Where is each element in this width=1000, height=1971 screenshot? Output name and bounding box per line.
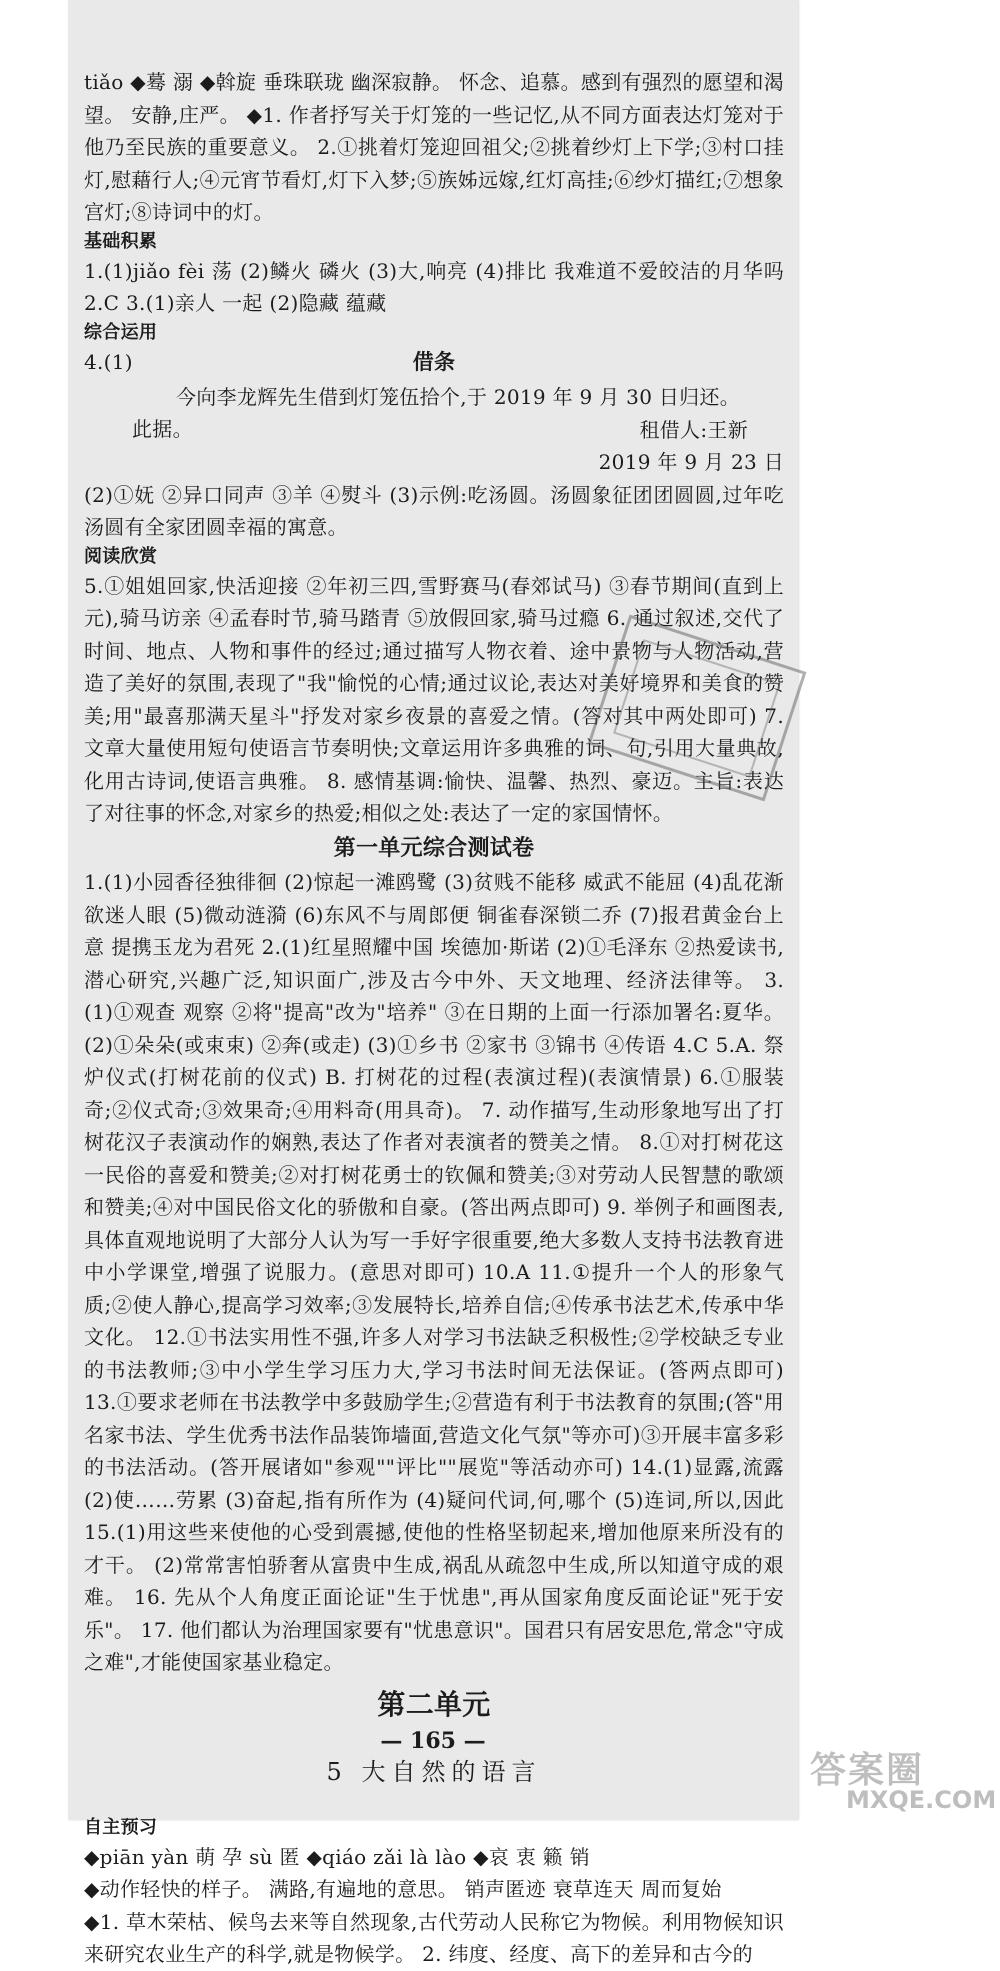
test-title: 第一单元综合测试卷 [333,834,535,861]
section-heading: 自主预习 [84,1816,158,1838]
text-line: 1.(1)jiǎo fèi 荡 (2)鳞火 磷火 (3)大,响亮 (4)排比 我难道不爱皎洁的月华吗 2.C 3.(1)亲人 一起 (2)隐藏 蕴藏 [84,258,784,315]
ink-stamp-inner [613,639,781,778]
text-line: ◆1. 草木荣枯、候鸟去来等自然现象,古代劳动人民称它为物候。利用物候知识来研究农业生产的科学,就是物候学。 2. 纬度、经度、高下的差异和古今的 [84,1909,784,1966]
watermark-main: 答案圈 [810,1750,925,1791]
watermark-sub: MXQE.COM [846,1786,997,1814]
section-heading: 基础积累 [84,230,158,252]
text-line: ◆动作轻快的样子。 满路,有遍地的意思。 销声匿迹 衰草连天 周而复始 [84,1877,722,1901]
site-watermark-logo [790,1740,1000,1820]
section-heading: 综合运用 [84,321,158,343]
iou-title: 借条 [412,349,456,374]
section-heading: 阅读欣赏 [84,545,158,567]
page-number: — 165 — [380,1728,486,1754]
text-line: 5.①姐姐回家,快活迎接 ②年初三四,雪野赛马(春郊试马) ③春节期间(直到上元),骑马访亲 ④孟春时节,骑马踏青 ⑤放假回家,骑马过瘾 6. 通过叙述,交代了时间、地点、人物和事件的经过;通过描写人物衣着、途中景物与人物活动,营造了美好的氛围,表现了"我"愉悦的心情;通过议论,表达对美好境界和美食的赞美;用"最喜那满天星斗"抒发对家乡夜景的喜爱之情。(答对其中两处即可) 7. 文章大量使用短句使语言节奏明快;文章运用许多典雅的词、句,引用大量典故,化用古诗词,使语言典雅。 8. 感情基调:愉快、温馨、热烈、豪迈。主旨:表达了对往事的怀念,对家乡的热爱;相似之处:表达了一定的家国情怀。 [84,573,784,825]
text-line: ◆piān yàn 萌 孕 sù 匿 ◆qiáo zǎi là lào ◆哀 衷 籁 销 [84,1844,590,1869]
text-line: tiǎo ◆蓦 溺 ◆斡旋 垂珠联珑 幽深寂静。 怀念、追慕。感到有强烈的愿望和渴望。 安静,庄严。 ◆1. 作者抒写关于灯笼的一些记忆,从不同方面表达灯笼对于他乃至民族的重要意义。 2.①挑着灯笼迎回祖父;②挑着纱灯上下学;③村口挂灯,慰藉行人;④元宵节看灯,灯下入梦;⑤族姊远嫁,红灯高挂;⑥纱灯描红;⑦想象宫灯;⑧诗词中的灯。 [84,70,784,224]
iou-body: 今向李龙辉先生借到灯笼伍拾个,于 2019 年 9 月 30 日归还。 [176,384,741,409]
text-line: 4.(1) [84,349,133,374]
answer-content [84,66,784,1971]
iou-date: 2019 年 9 月 23 日 [598,450,784,474]
iou-signature: 租借人:王新 [639,417,748,442]
book-page [68,0,798,1966]
lesson-title: 5 大自然的语言 [326,1757,542,1786]
text-line: (2)①妩 ②异口同声 ③羊 ④熨斗 (3)示例:吃汤圆。汤圆象征团团圆圆,过年吃汤圆有全家团圆幸福的寓意。 [84,482,784,539]
unit-title: 第二单元 [377,1687,491,1721]
text-line: 1.(1)小园香径独徘徊 (2)惊起一滩鸥鹭 (3)贫贱不能移 威武不能屈 (4)乱花渐欲迷人眼 (5)微动涟漪 (6)东风不与周郎便 铜雀春深锁二乔 (7)报君黄金台上意 提携玉龙为君死 2.(1)红星照耀中国 埃德加·斯诺 (2)①毛泽东 ②热爱读书,潜心研究,兴趣广泛,知识面广,涉及古今中外、天文地理、经济法律等。 3.(1)①观查 观察 ②将"提高"改为"培养" ③在日期的上面一行添加署名:夏华。 (2)①朵朵(或束束) ②奔(或走) (3)①乡书 ②家书 ③锦书 ④传语 4.C 5.A. 祭炉仪式(打树花前的仪式) B. 打树花的过程(表演过程)(表演情景) 6.①服装奇;②仪式奇;③效果奇;④用料奇(用具奇)。 7. 动作描写,生动形象地写出了打树花汉子表演动作的娴熟,表达了作者对表演者的赞美之情。 8.①对打树花这一民俗的喜爱和赞美;②对打树花勇士的钦佩和赞美;③对劳动人民智慧的歌颂和赞美;④对中国民俗文化的骄傲和自豪。(答出两点即可) 9. 举例子和画图表,具体直观地说明了大部分人认为写一手好字很重要,绝大多数人支持书法教育进中小学课堂,增强了说服力。(意思对即可) 10.A 11.①提升一个人的形象气质;②使人静心,提高学习效率;③发展特长,培养自信;④传承书法艺术,传承中华文化。 12.①书法实用性不强,许多人对学习书法缺乏积极性;②学校缺乏专业的书法教师;③中小学生学习压力大,学习书法时间无法保证。(答两点即可) 13.①要求老师在书法教学中多鼓励学生;②营造有利于书法教育的氛围;(答"用名家书法、学生优秀书法作品装饰墙面,营造文化气氛"等亦可)③开展丰富多彩的书法活动。(答开展诸如"参观""评比""展览"等活动亦可) 14.(1)显露,流露 (2)使……劳累 (3)奋起,指有所作为 (4)疑问代词,何,哪个 (5)连词,所以,因此 15.(1)用这些来使他的心受到震撼,使他的性格坚韧起来,增加他原来所没有的才干。 (2)常常害怕骄奢从富贵中生成,祸乱从疏忽中生成,所以知道守成的艰难。 16. 先从个人角度正面论证"生于忧患",再从国家角度反面论证"死于安乐"。 17. 他们都认为治理国家要有"忧患意识"。国君只有居安思危,常念"守成之难",才能使国家基业稳定。 [84,870,784,1674]
iou-closing: 此据。 [132,417,193,441]
